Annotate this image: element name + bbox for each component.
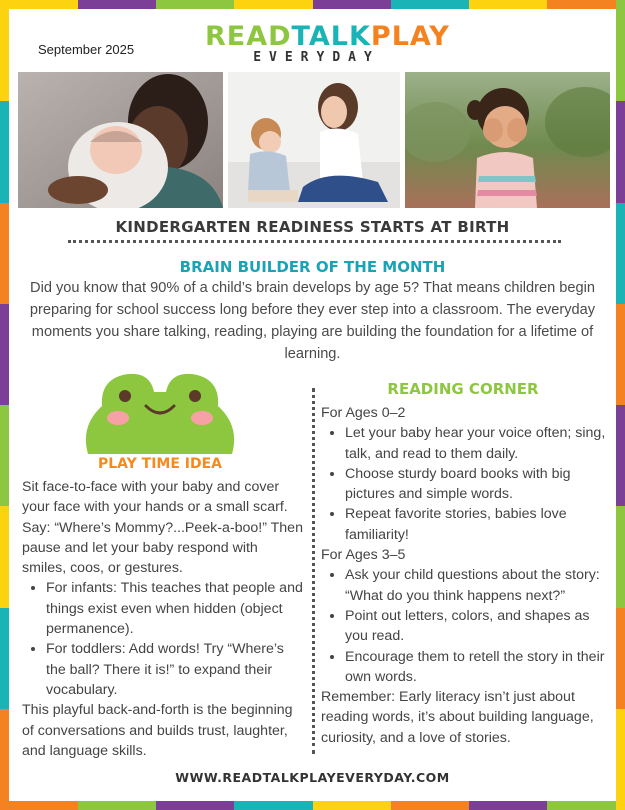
list-item: • For infants: This teaches that people and things exist even when hidden (object permanence). [46, 578, 304, 639]
mother-holding-newborn-photo [18, 72, 223, 208]
list-item: • Point out letters, colors, and shapes as you read. [345, 606, 611, 647]
play-time-section [22, 477, 304, 761]
play-time-list [22, 578, 304, 700]
logo-tagline: EVERYDAY [253, 50, 380, 65]
play-time-outro: This playful back-and-forth is the beginning of conversations and builds trust, laughter, and language skills. [22, 702, 293, 759]
frog-icon [80, 366, 240, 454]
play-time-intro: Sit face-to-face with your baby and cover your face with your hands or a small scarf. Say: “Where’s Mommy?...Peek-a-boo!” Then pause and let your baby respond with smiles, coos, or gestures. [22, 479, 303, 577]
age-group-list [321, 565, 611, 687]
reading-corner-section [321, 403, 611, 748]
brain-builder-heading: BRAIN BUILDER OF THE MONTH [179, 258, 446, 276]
issue-date: September 2025 [38, 42, 135, 57]
list-item: • Ask your child questions about the story: “What do you think happens next?” [345, 565, 611, 606]
age-group-label: For Ages 3–5 [321, 547, 406, 564]
logo-wordmark: READTALKPLAY [205, 21, 450, 52]
bottom-color-border [0, 801, 625, 810]
reading-corner-heading: READING CORNER [387, 380, 539, 398]
list-item: • Choose sturdy board books with big pictures and simple words. [345, 464, 611, 505]
play-time-heading: PLAY TIME IDEA [97, 456, 223, 472]
age-group-label: For Ages 0–2 [321, 405, 406, 421]
left-color-border [0, 0, 9, 810]
list-item: • Encourage them to retell the story in their own words. [345, 647, 611, 688]
right-color-border [616, 0, 625, 810]
age-group-list [321, 423, 611, 545]
reading-corner-closing: Remember: Early literacy isn’t just about reading words, it’s about building language, curiosity, and a love of stories. [321, 689, 594, 746]
brain-builder-text: Did you know that 90% of a child’s brain develops by age 5? That means children begin preparing for school success long before they ever step into a classroom. The everyday moments you share talking, reading, playing are building the foundation for a lifetime of learning. [29, 280, 596, 362]
top-color-border [0, 0, 625, 9]
read-talk-play-logo [205, 21, 450, 65]
website-link[interactable]: WWW.READTALKPLAYEVERYDAY.COM [175, 770, 450, 785]
list-item: • For toddlers: Add words! Try “Where’s the ball? There it is!” to expand their vocabulary. [46, 639, 304, 700]
list-item: • Let your baby hear your voice often; sing, talk, and read to them daily. [345, 423, 611, 464]
column-divider [312, 388, 315, 754]
title-divider [68, 240, 561, 243]
main-title: KINDERGARTEN READINESS STARTS AT BIRTH [115, 218, 510, 236]
toddler-peekaboo-photo [405, 72, 610, 208]
list-item: • Repeat favorite stories, babies love familiarity! [345, 504, 611, 545]
mother-playing-with-baby-photo [228, 72, 400, 208]
